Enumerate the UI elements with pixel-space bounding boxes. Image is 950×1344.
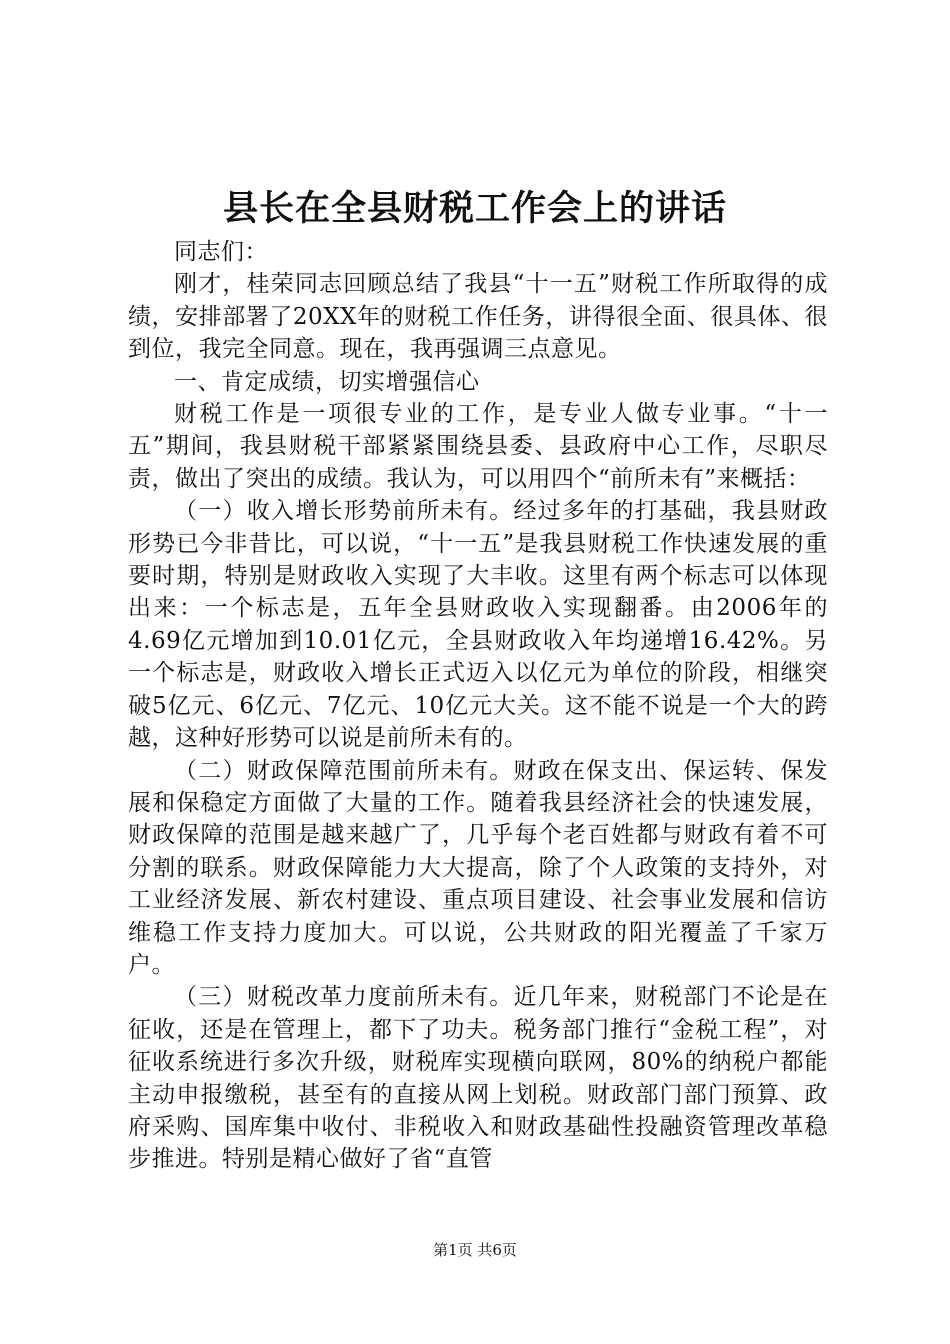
paragraph-section-1-intro: 财税工作是一项很专业的工作，是专业人做专业事。“十一五”期间，我县财税干部紧紧围绕县委、县政府中心工作，尽职尽责，做出了突出的成绩。我认为，可以用四个“前所未有”来概括： xyxy=(128,401,828,492)
paragraph-intro: 刚才，桂荣同志回顾总结了我县“十一五”财税工作所取得的成绩，安排部署了20XX年的财税工作任务，讲得很全面、很具体、很到位，我完全同意。现在，我再强调三点意见。 xyxy=(128,271,828,363)
salutation: 同志们： xyxy=(174,239,268,265)
paragraph-point-2: （二）财政保障范围前所未有。财政在保支出、保运转、保发展和保稳定方面做了大量的工作。随着我县经济社会的快速发展，财政保障的范围是越来越广了，几乎每个老百姓都与财政有着不可分割的联系。财政保障能力大大提高，除了个人政策的支持外，对工业经济发展、新农村建设、重点项目建设、社会事业发展和信访维稳工作支持力度加大。可以说，公共财政的阳光覆盖了千家万户。 xyxy=(128,757,828,978)
paragraph-point-3: （三）财税改革力度前所未有。近几年来，财税部门不论是在征收，还是在管理上，都下了功夫。税务部门推行“金税工程”，对征收系统进行多次升级，财税库实现横向联网，80%的纳税户都能主动申报缴税，甚至有的直接从网上划税。财政部门部门预算、政府采购、国库集中收付、非税收入和财政基础性投融资管理改革稳步推进。特别是精心做好了省“直管 xyxy=(128,984,828,1173)
paragraph-point-1: （一）收入增长形势前所未有。经过多年的打基础，我县财政形势已今非昔比，可以说，“十一五”是我县财税工作快速发展的重要时期，特别是财政收入实现了大丰收。这里有两个标志可以体现出来：一个标志是，五年全县财政收入实现翻番。由2006年的4.69亿元增加到10.01亿元，全县财政收入年均递增16.42%。另一个标志是，财政收入增长正式迈入以亿元为单位的阶段，相继突破5亿元、6亿元、7亿元、10亿元大关。这不能不说是一个大的跨越，这种好形势可以说是前所未有的。 xyxy=(128,498,828,752)
document-title: 县长在全县财税工作会上的讲话 xyxy=(222,188,727,229)
page-footer: 第1页 共6页 xyxy=(433,1241,517,1259)
document-body xyxy=(128,236,828,1176)
section-heading-1: 一、肯定成绩，切实增强信心 xyxy=(174,368,480,395)
